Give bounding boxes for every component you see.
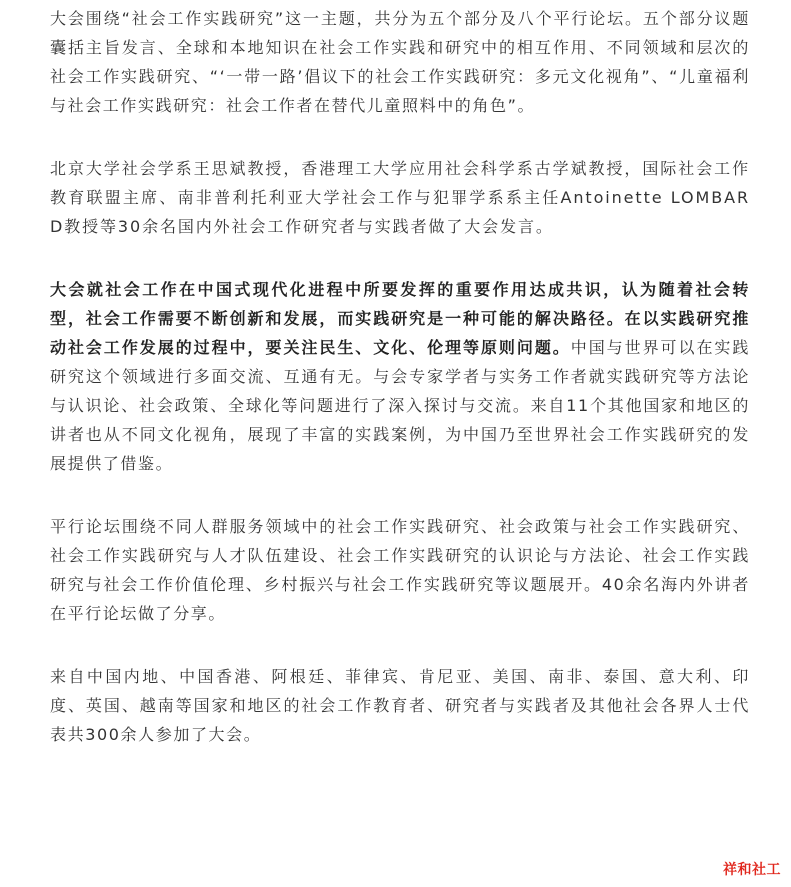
- paragraph-consensus: [50, 275, 750, 478]
- paragraph-text: 平行论坛围绕不同人群服务领域中的社会工作实践研究、社会政策与社会工作实践研究、社会工作实践研究与人才队伍建设、社会工作实践研究的认识论与方法论、社会工作实践研究与社会工作价值伦理、乡村振兴与社会工作实践研究等议题展开。40余名海内外讲者在平行论坛做了分享。: [50, 517, 750, 623]
- paragraph-text: 北京大学社会学系王思斌教授，香港理工大学应用社会科学系古学斌教授，国际社会工作教育联盟主席、南非普利托利亚大学社会工作与犯罪学系系主任Antoinette LOMBARD教授等30余名国内外社会工作研究者与实践者做了大会发言。: [50, 159, 750, 236]
- paragraph-keynote-speakers: [50, 154, 750, 241]
- watermark-logo: 祥和社工: [723, 862, 781, 878]
- paragraph-parallel-forums: [50, 512, 750, 628]
- paragraph-bold-text: 大会就社会工作在中国式现代化进程中所要发挥的重要作用达成共识，认为随着社会转型，社会工作需要不断创新和发展，而实践研究是一种可能的解决路径。在以实践研究推动社会工作发展的过程中，要关注民生、文化、伦理等原则问题。: [50, 280, 750, 357]
- paragraph-participants: [50, 662, 750, 749]
- paragraph-text: 大会围绕“社会工作实践研究”这一主题，共分为五个部分及八个平行论坛。五个部分议题囊括主旨发言、全球和本地知识在社会工作实践和研究中的相互作用、不同领域和层次的社会工作实践研究、“‘一带一路’倡议下的社会工作实践研究：多元文化视角”、“儿童福利与社会工作实践研究：社会工作者在替代儿童照料中的角色”。: [50, 9, 750, 115]
- paragraph-text: 中国与世界可以在实践研究这个领域进行多面交流、互通有无。与会专家学者与实务工作者就实践研究等方法论与认识论、社会政策、全球化等问题进行了深入探讨与交流。来自11个其他国家和地区的讲者也从不同文化视角，展现了丰富的实践案例，为中国乃至世界社会工作实践研究的发展提供了借鉴。: [50, 338, 750, 473]
- article-body: [50, 4, 750, 749]
- paragraph-text: 来自中国内地、中国香港、阿根廷、菲律宾、肯尼亚、美国、南非、泰国、意大利、印度、英国、越南等国家和地区的社会工作教育者、研究者与实践者及其他社会各界人士代表共300余人参加了大会。: [50, 667, 750, 744]
- paragraph-conference-theme: [50, 4, 750, 120]
